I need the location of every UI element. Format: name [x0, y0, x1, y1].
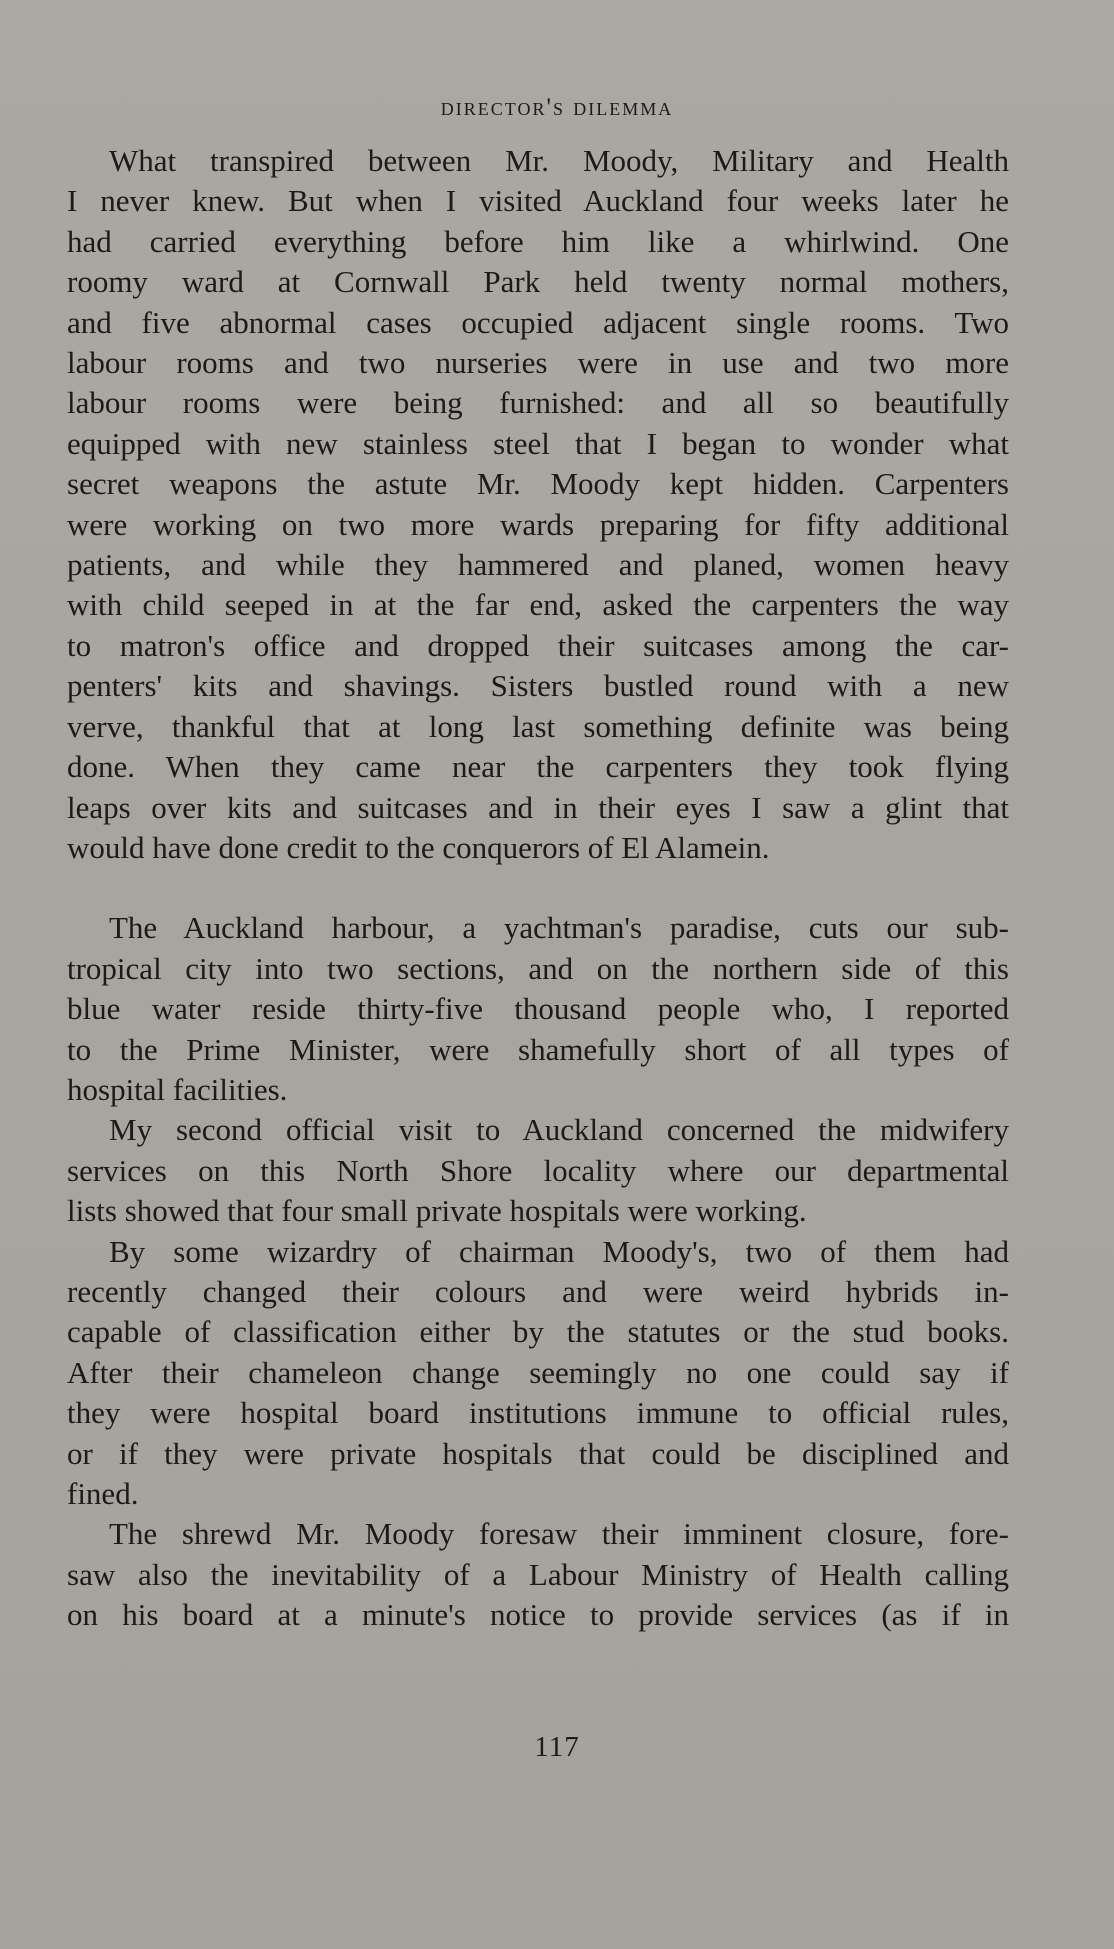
text-line: done. When they came near the carpenters they took flying: [67, 749, 1009, 785]
text-line: patients, and while they hammered and planed, women heavy: [67, 547, 1009, 583]
paragraph: [67, 908, 1009, 1110]
text-line: labour rooms and two nurseries were in use and two more: [67, 345, 1009, 381]
paragraph: [67, 1232, 1009, 1515]
text-line: and five abnormal cases occupied adjacent single rooms. Two: [67, 304, 1009, 340]
text-line: I never knew. But when I visited Auckland four weeks later he: [67, 183, 1009, 219]
text-line: hospital facilities.: [67, 1071, 288, 1107]
text-line: were working on two more wards preparing for fifty additional: [67, 506, 1009, 542]
text-line: My second official visit to Auckland concerned the midwifery: [109, 1112, 1009, 1148]
section-break: [67, 868, 1009, 908]
text-line: recently changed their colours and were weird hybrids in-: [67, 1273, 1009, 1309]
text-line: penters' kits and shavings. Sisters bustled round with a new: [67, 668, 1009, 704]
text-line: with child seeped in at the far end, asked the carpenters the way: [67, 587, 1009, 623]
running-head: director's dilemma: [440, 94, 674, 121]
text-line: What transpired between Mr. Moody, Military and Health: [109, 143, 1009, 178]
text-line: lists showed that four small private hospitals were working.: [67, 1193, 807, 1229]
text-line: saw also the inevitability of a Labour Ministry of Health calling: [67, 1556, 1009, 1592]
text-line: capable of classification either by the statutes or the stud books.: [67, 1314, 1009, 1350]
text-line: blue water reside thirty-five thousand people who, I reported: [67, 991, 1009, 1027]
text-line: on his board at a minute's notice to provide services (as if in: [67, 1597, 1009, 1633]
text-line: services on this North Shore locality where our departmental: [67, 1152, 1009, 1188]
text-line: tropical city into two sections, and on the northern side of this: [67, 950, 1009, 986]
text-line: labour rooms were being furnished: and all so beautifully: [67, 385, 1009, 421]
text-line: to the Prime Minister, were shamefully short of all types of: [67, 1031, 1009, 1067]
page-number: 117: [534, 1731, 580, 1763]
paragraph: [67, 1110, 1009, 1231]
text-line: verve, thankful that at long last something definite was being: [67, 708, 1009, 744]
text-line: they were hospital board institutions immune to official rules,: [67, 1395, 1009, 1431]
text-line: would have done credit to the conquerors of El Alamein.: [67, 829, 770, 865]
text-line: The shrewd Mr. Moody foresaw their imminent closure, fore-: [109, 1516, 1009, 1552]
text-line: By some wizardry of chairman Moody's, two of them had: [109, 1233, 1009, 1269]
paragraph: [67, 1514, 1009, 1635]
body-text: [67, 141, 1009, 1636]
text-line: had carried everything before him like a whirlwind. One: [67, 223, 1009, 259]
text-line: roomy ward at Cornwall Park held twenty normal mothers,: [67, 264, 1009, 300]
text-line: The Auckland harbour, a yachtman's paradise, cuts our sub-: [109, 910, 1009, 946]
paragraph: [67, 141, 1009, 868]
text-line: or if they were private hospitals that could be disciplined and: [67, 1435, 1009, 1471]
text-line: secret weapons the astute Mr. Moody kept hidden. Carpenters: [67, 466, 1009, 502]
text-line: After their chameleon change seemingly no one could say if: [67, 1354, 1009, 1390]
text-line: fined.: [67, 1476, 139, 1511]
text-line: equipped with new stainless steel that I began to wonder what: [67, 425, 1009, 461]
text-line: to matron's office and dropped their suitcases among the car-: [67, 627, 1009, 663]
text-line: leaps over kits and suitcases and in their eyes I saw a glint that: [67, 789, 1009, 825]
